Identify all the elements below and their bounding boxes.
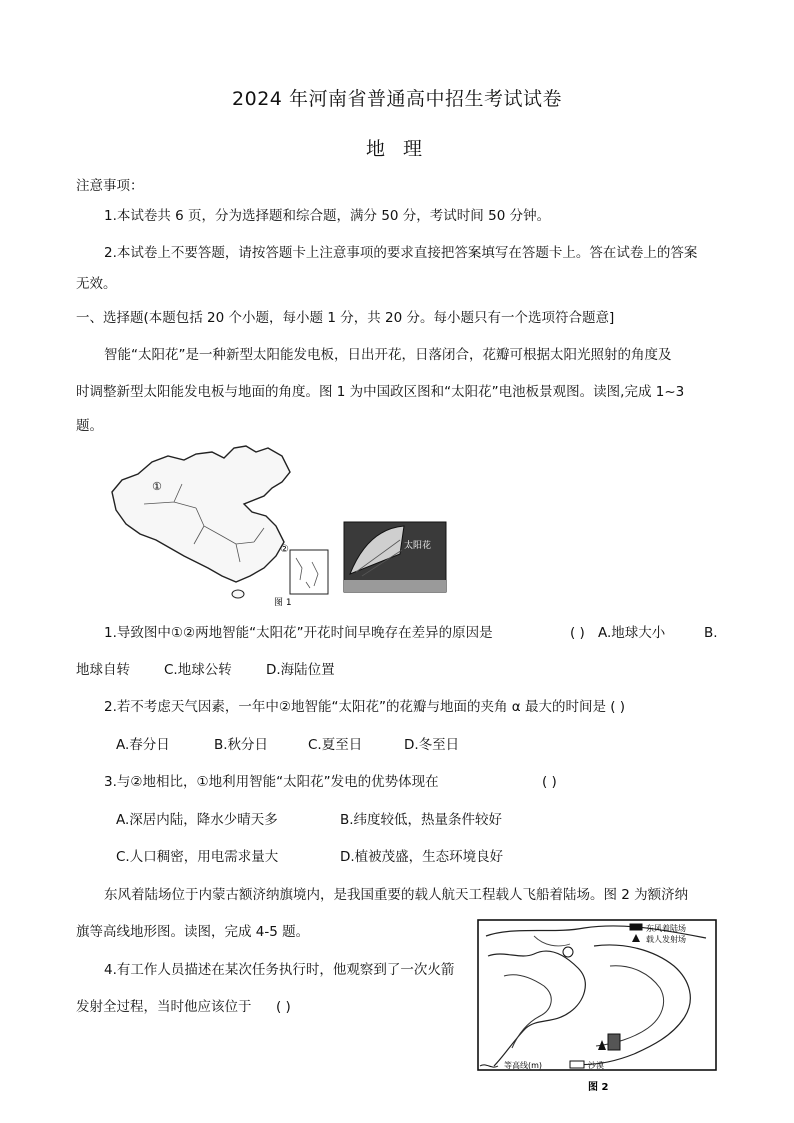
question-2-stem: 2.若不考虑天气因素，一年中②地智能“太阳花”的花瓣与地面的夹角 α 最大的时间是 ( ) xyxy=(104,699,626,715)
figure-1-caption: 图 1 xyxy=(274,598,292,608)
map-marker-1: ① xyxy=(152,480,162,493)
question-2-option-a: A.春分日 xyxy=(116,737,170,753)
legend-contour-label: 等高线(m) xyxy=(504,1061,543,1070)
question-2-option-d: D.冬至日 xyxy=(404,737,460,753)
legend-landing-symbol xyxy=(630,924,642,930)
question-1-option-b: 地球自转 xyxy=(76,662,130,678)
notice-heading: 注意事项： xyxy=(76,178,144,194)
question-3-bracket: ( ) xyxy=(542,774,557,790)
question-1-stem: 1.导致图中①②两地智能“太阳花”开花时间早晚存在差异的原因是 xyxy=(104,625,493,641)
question-1-bracket: ( ) xyxy=(570,625,585,641)
question-4-bracket: ( ) xyxy=(276,999,291,1015)
question-1-option-a: A.地球大小 xyxy=(598,625,666,641)
china-map-illustration xyxy=(104,444,454,610)
exam-title: 2024 年河南省普通高中招生考试试卷 xyxy=(232,88,562,110)
question-4-line-2: 发射全过程，当时他应该位于 xyxy=(76,999,252,1015)
photo-label: 太阳花 xyxy=(404,541,432,551)
question-1-option-d: D.海陆位置 xyxy=(266,662,335,678)
notice-item-2-line-1: 2.本试卷上不要答题，请按答题卡上注意事项的要求直接把答案填写在答题卡上。答在试卷上的答案 xyxy=(104,245,698,261)
question-3-option-b: B.纬度较低，热量条件较好 xyxy=(340,812,503,828)
notice-item-1: 1.本试卷共 6 页，分为选择题和综合题，满分 50 分，考试时间 50 分钟。 xyxy=(104,208,551,224)
question-3-option-c: C.人口稠密，用电需求量大 xyxy=(116,849,279,865)
legend-desert-symbol xyxy=(570,1061,584,1068)
notice-item-2-line-2: 无效。 xyxy=(76,276,117,292)
legend-desert-label: 沙漠 xyxy=(588,1061,604,1070)
passage-1-line-1: 智能“太阳花”是一种新型太阳能发电板，日出开花，日落闭合，花瓣可根据太阳光照射的角度及 xyxy=(104,347,672,363)
question-3-option-d: D.植被茂盛，生态环境良好 xyxy=(340,849,504,865)
passage-2-line-1: 东风着陆场位于内蒙古额济纳旗境内，是我国重要的载人航天工程载人飞船着陆场。图 2 为额济纳 xyxy=(104,887,689,903)
passage-2-line-2: 旗等高线地形图。读图，完成 4-5 题。 xyxy=(76,924,310,940)
map-marker-2: ② xyxy=(280,544,289,555)
figure-2-caption: 图 2 xyxy=(588,1082,609,1093)
figure-2 xyxy=(474,916,722,1098)
question-2-option-c: C.夏至日 xyxy=(308,737,363,753)
question-1-option-c: C.地球公转 xyxy=(164,662,232,678)
question-1-option-b-letter: B. xyxy=(704,625,718,641)
contour-map-illustration xyxy=(474,916,722,1098)
legend-landing-label: 东风着陆场 xyxy=(646,924,686,933)
question-2-option-b: B.秋分日 xyxy=(214,737,269,753)
passage-1-line-3: 题。 xyxy=(76,418,103,434)
legend-launch-label: 载人发射场 xyxy=(646,935,686,944)
question-3-option-a: A.深居内陆，降水少晴天多 xyxy=(116,812,278,828)
subject-title: 地 理 xyxy=(365,138,429,160)
passage-1-line-2: 时调整新型太阳能发电板与地面的角度。图 1 为中国政区图和“太阳花”电池板景观图。读图,完成 1~3 xyxy=(76,384,685,400)
section-heading: 一、选择题(本题包括 20 个小题，每小题 1 分，共 20 分。每小题只有一个选项符合题意] xyxy=(76,310,615,326)
question-4-line-1: 4.有工作人员描述在某次任务执行时，他观察到了一次火箭 xyxy=(104,962,455,978)
question-3-stem: 3.与②地相比，①地利用智能“太阳花”发电的优势体现在 xyxy=(104,774,439,790)
figure-1 xyxy=(104,444,454,610)
